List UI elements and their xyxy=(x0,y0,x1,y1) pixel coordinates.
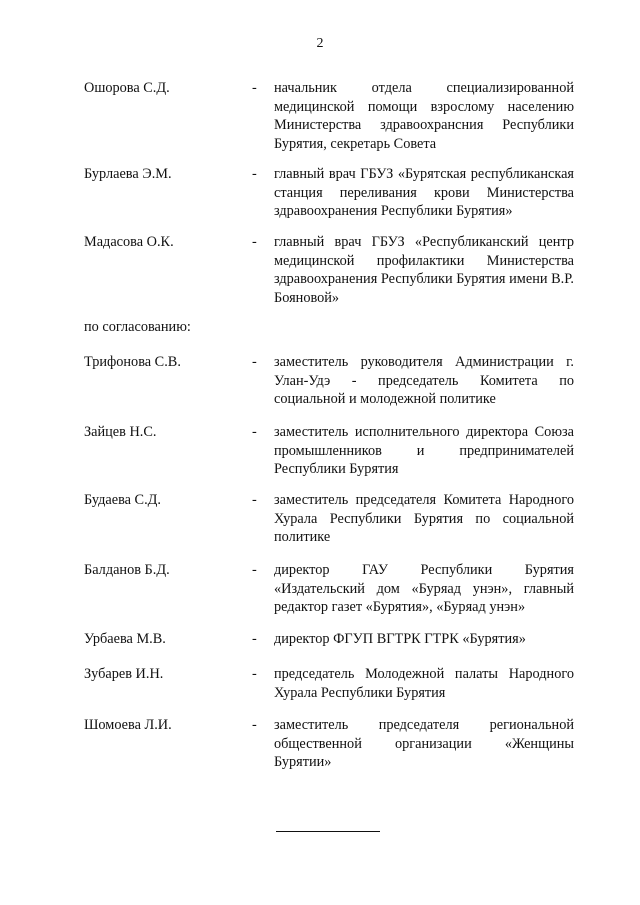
member-dash: - xyxy=(252,717,257,733)
member-dash: - xyxy=(252,492,257,508)
member-position: начальник отдела специализированной медицинской помощи взрослому населению Министерства здравоохрансния Республики Бурятия, секретарь Совета xyxy=(274,80,574,152)
member-dash: - xyxy=(252,424,257,440)
member-dash: - xyxy=(252,80,257,96)
member-name: Зубарев И.Н. xyxy=(84,666,164,682)
member-name: Трифонова С.В. xyxy=(84,354,181,370)
footer-divider xyxy=(276,831,380,832)
member-dash: - xyxy=(252,354,257,370)
member-dash: - xyxy=(252,234,257,250)
member-name: Урбаева М.В. xyxy=(84,631,166,647)
member-name: Шомоева Л.И. xyxy=(84,717,172,733)
member-position: заместитель председателя региональной общественной организации «Женщины Бурятии» xyxy=(274,717,574,770)
member-position: главный врач ГБУЗ «Бурятская республиканская станция переливания крови Министерства здравоохранения Республики Бурятия» xyxy=(274,166,574,219)
member-position: заместитель председателя Комитета Народного Хурала Республики Бурятия по социальной политике xyxy=(274,492,574,545)
page-number: 2 xyxy=(316,36,324,51)
member-name: Мадасова О.К. xyxy=(84,234,174,250)
member-position: директор ГАУ Республики Бурятия «Издательский дом «Буряад унэн», главный редактор газет «Бурятия», «Буряад унэн» xyxy=(274,562,574,615)
member-position: заместитель руководителя Администрации г. Улан-Удэ - председатель Комитета по социальной и молодежной политике xyxy=(274,354,574,407)
member-name: Балданов Б.Д. xyxy=(84,562,170,578)
member-name: Ошорова С.Д. xyxy=(84,80,170,96)
member-position: председатель Молодежной палаты Народного Хурала Республики Бурятия xyxy=(274,666,574,701)
member-dash: - xyxy=(252,562,257,578)
member-dash: - xyxy=(252,166,257,182)
member-position: директор ФГУП ВГТРК ГТРК «Бурятия» xyxy=(274,631,526,647)
member-name: Бурлаева Э.М. xyxy=(84,166,172,182)
member-name: Зайцев Н.С. xyxy=(84,424,157,440)
member-position: заместитель исполнительного директора Союза промышленников и предпринимателей Республики Бурятия xyxy=(274,424,574,477)
member-dash: - xyxy=(252,666,257,682)
member-position: главный врач ГБУЗ «Республиканский центр медицинской профилактики Министерства здравоохранения Республики Бурятия имени В.Р. Бояновой» xyxy=(274,234,574,306)
member-dash: - xyxy=(252,631,257,647)
agreement-label: по согласованию: xyxy=(84,319,191,335)
member-name: Будаева С.Д. xyxy=(84,492,161,508)
